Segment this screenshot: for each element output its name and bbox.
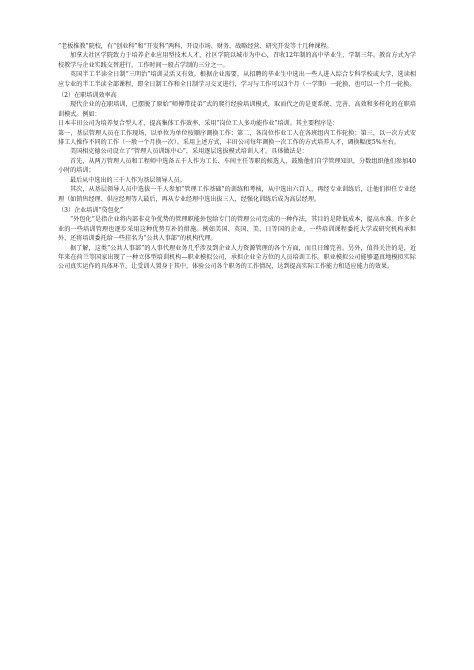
- document-body: [58, 42, 416, 272]
- paragraph-modern-training: 现代企业的在职培训，已摆脱了原始“师傅带徒弟”式的爬行经验培训模式，取而代之的是更系统、完善、高效和多样化的在职培训模式。例如：: [58, 101, 416, 118]
- section-heading-3: （3）企业培训“贷包化”: [58, 206, 123, 214]
- paragraph-final-selection: 最后从中选出的三千人作为基层领导人员。: [70, 176, 186, 184]
- paragraph-canada: 加拿大社区学院致力于培养企业应用型技术人才，社区学院以城市为中心，召收12年制的高中毕业生，学制三年。教育方式为学校教学与企业实践交替进行，工作时间一般占学制的三分之一。: [58, 52, 416, 69]
- paragraph-intro: “老板推教”院校，有“创业科”和“开发科”两科，开设市场、财务、战略经营、研究开发等十几种课程。: [58, 43, 333, 50]
- paragraph-uk: 英国半工半读全日制“三明治”培训灵活又有效。根据企业需要，从招聘的毕业生中选出一些人进入综合专科学校或大学，选读相应专业的半工半读全部课程，即全日制工作和全日制学习交叉进行，学习与工作可以3个月（一学期）一轮换，也可以一个月一轮换。: [58, 71, 416, 88]
- section-heading-2: （2）在职培训效率高: [58, 92, 117, 100]
- paragraph-outsourcing: “外包化”是指企业将内部非竞争优势的管理职能外包给专门的管理公司完成的一种作法，其目的是降低成本，提高水准。许多企业的一些培训管理也逐步采用这种优势互补的措施。例如美国、英国、美、日等国的企业，一些培训课程委托大学或研究机构承担外，还将培训委托给一些挂名为“公共人事部”的机构代理。: [58, 216, 416, 243]
- paragraph-second-step: 其次，从基层领导人员中选拔一千人参加“管理工作基础”的训练和考核，从中选出六百人，再经专业训练后，让他们担任专业经理（如销售经理、供应经理等人最后，再从专业经理中选出拔三人，经强化训练后成为高层经理。: [58, 186, 416, 203]
- paragraph-toyota: 日本丰田公司为培养复合型人才，提高集体工作效率，采用“岗位工人多功能作业”培训。其主要程序是：: [58, 120, 339, 128]
- paragraph-first-step: 首先，从两万管理人员和工程师中选备五千人作为工长、车间主任等职的候选人，鼓励他们自学管理知识，分数组织他们参加40小时的培训；: [58, 157, 416, 175]
- paragraph-toyota-steps: 第一，基层管理人员在工作现场，以单位为单位按顺序调换工作；第二，各岗位作业工人在各班组内工作轮换；第三，以一次方式安排工人操作不同的工作（一般一个月换一次）。采用上述方式，丰田公司每年调换一次工作的方式培养人才，调换幅度5%左右。: [58, 129, 416, 147]
- paragraph-us-company: 美国相克德公司设立了“管理人员训练中心”，采用逐层选拔模式培训人才。具体做法是：: [70, 148, 308, 156]
- paragraph-public-hr: 据了解，这类“公共人事部”的人事代理业务几乎涉及到企业人力资源管理的各个方面，而且日臻完善。另外，值得关注的是，近年来在荷兰等国家出现了一种立体型培训机构—职业模拟公司，承担企业全方位的人员培训工作。职业模拟公司能够逼真地模拟实际公司真实运作的具体环节，让受训人置身于其中，体验公司各个职务的工作情况，达到提高实际工作能力和适应能力的效果。: [58, 244, 416, 271]
